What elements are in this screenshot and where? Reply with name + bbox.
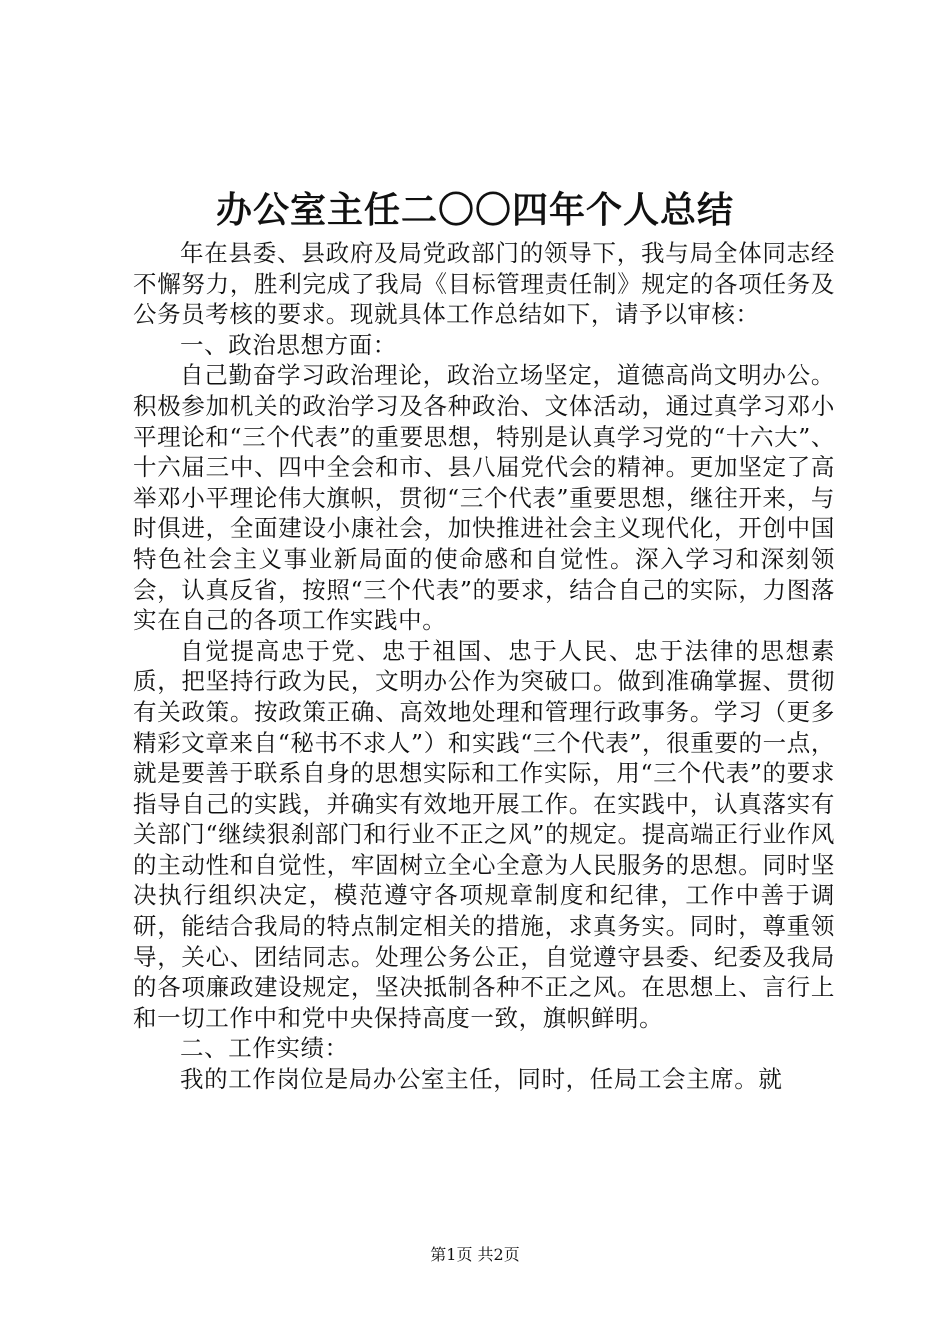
political-paragraph-2: 自觉提高忠于党、忠于祖国、忠于人民、忠于法律的思想素质，把坚持行政为民，文明办公作为突破口。做到准确掌握、贯彻有关政策。按政策正确、高效地处理和管理行政事务。学习（更多精彩文章来自“秘书不求人”）和实践“三个代表”，很重要的一点，就是要善于联系自身的思想实际和工作实际，用“三个代表”的要求指导自己的实践，并确实有效地开展工作。在实践中，认真落实有关部门“继续狠刹部门和行业不正之风”的规定。提高端正行业作风的主动性和自觉性，牢固树立全心全意为人民服务的思想。同时坚决执行组织决定，模范遵守各项规章制度和纪律，工作中善于调研，能结合我局的特点制定相关的措施，求真务实。同时，尊重领导，关心、团结同志。处理公务公正，自觉遵守县委、纪委及我局的各项廉政建设规定，坚决抵制各种不正之风。在思想上、言行上和一切工作中和党中央保持高度一致，旗帜鲜明。 [133,636,835,1032]
document-body [133,238,835,1095]
intro-paragraph: 年在县委、县政府及局党政部门的领导下，我与局全体同志经不懈努力，胜利完成了我局《目标管理责任制》规定的各项任务及公务员考核的要求。现就具体工作总结如下，请予以审核： [133,239,835,329]
work-paragraph-1: 我的工作岗位是局办公室主任，同时，任局工会主席。就 [180,1065,783,1094]
page-footer: 第1页 共2页 [430,1245,520,1264]
political-paragraph-1: 自己勤奋学习政治理论，政治立场坚定，道德高尚文明办公。积极参加机关的政治学习及各种政治、文体活动，通过真学习邓小平理论和“三个代表”的重要思想，特别是认真学习党的“十六大”、十六届三中、四中全会和市、县八届党代会的精神。更加坚定了高举邓小平理论伟大旗帜，贯彻“三个代表”重要思想，继往开来，与时俱进，全面建设小康社会，加快推进社会主义现代化，开创中国特色社会主义事业新局面的使命感和自觉性。深入学习和深刻领会，认真反省，按照“三个代表”的要求，结合自己的实际，力图落实在自己的各项工作实践中。 [133,361,835,635]
section-heading-work: 二、工作实绩： [180,1034,349,1063]
section-heading-political: 一、政治思想方面： [180,330,397,359]
document-title: 办公室主任二〇〇四年个人总结 [215,189,734,231]
